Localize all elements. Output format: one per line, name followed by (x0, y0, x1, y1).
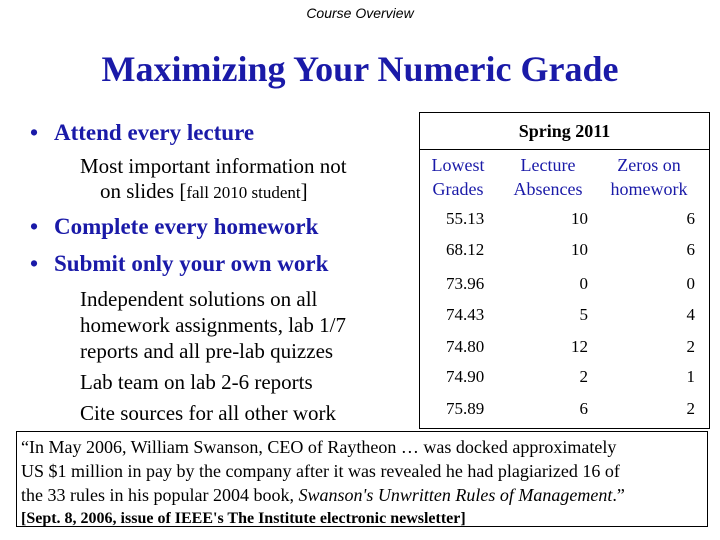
cite-sources-text: Cite sources for all other work (80, 401, 337, 425)
table-row: 74.90 2 1 (446, 367, 695, 386)
plagiarism-quote-box: “In May 2006, William Swanson, CEO of Raytheon … was docked approximately US $1 million in pay by the company after it was revealed he had plagiarized 16 of the 33 rules in his popular 2004 book, Swanson's Unwritten Rules of Management.” [Sept. 8, 2006, issue of IEEE's The Institute electronic newsletter] (16, 431, 708, 527)
header-lecture-absences: Lecture Absences (513, 155, 583, 199)
bullet-dot-icon: • (30, 251, 39, 276)
table-row: 68.12 10 6 (446, 240, 695, 259)
bullet-submit-own-work: • Submit only your own work (30, 251, 329, 276)
sub-important-info: Most important information not on slides [fall 2010 student] (80, 154, 347, 203)
quote-citation: [Sept. 8, 2006, issue of IEEE's The Institute electronic newsletter] (21, 510, 466, 527)
table-row: 74.43 5 4 (446, 305, 695, 324)
grades-table (419, 112, 710, 429)
bullet-complete-homework: • Complete every homework (30, 214, 319, 239)
bullet-attend-lecture: • Attend every lecture (30, 120, 255, 145)
table-row: 74.80 12 2 (446, 337, 695, 356)
header-zeros-homework: Zeros on homework (610, 155, 688, 199)
course-overview-header: Course Overview (306, 5, 414, 21)
table-title: Spring 2011 (420, 113, 709, 150)
slide-title: Maximizing Your Numeric Grade (101, 49, 619, 89)
table-row: 73.96 0 0 (446, 274, 695, 293)
bullet-dot-icon: • (30, 120, 39, 145)
sub-independent-solutions: Independent solutions on all homework assignments, lab 1/7 reports and all pre-lab quizzes Lab team on lab 2-6 reports Cite sources for all other work (80, 287, 346, 425)
header-lowest-grades: Lowest Grades (431, 155, 485, 199)
table-row: 75.89 6 2 (446, 399, 695, 418)
bullet-dot-icon: • (30, 214, 39, 239)
lab-team-text: Lab team on lab 2-6 reports (80, 370, 313, 394)
table-row: 55.13 10 6 (446, 209, 695, 228)
